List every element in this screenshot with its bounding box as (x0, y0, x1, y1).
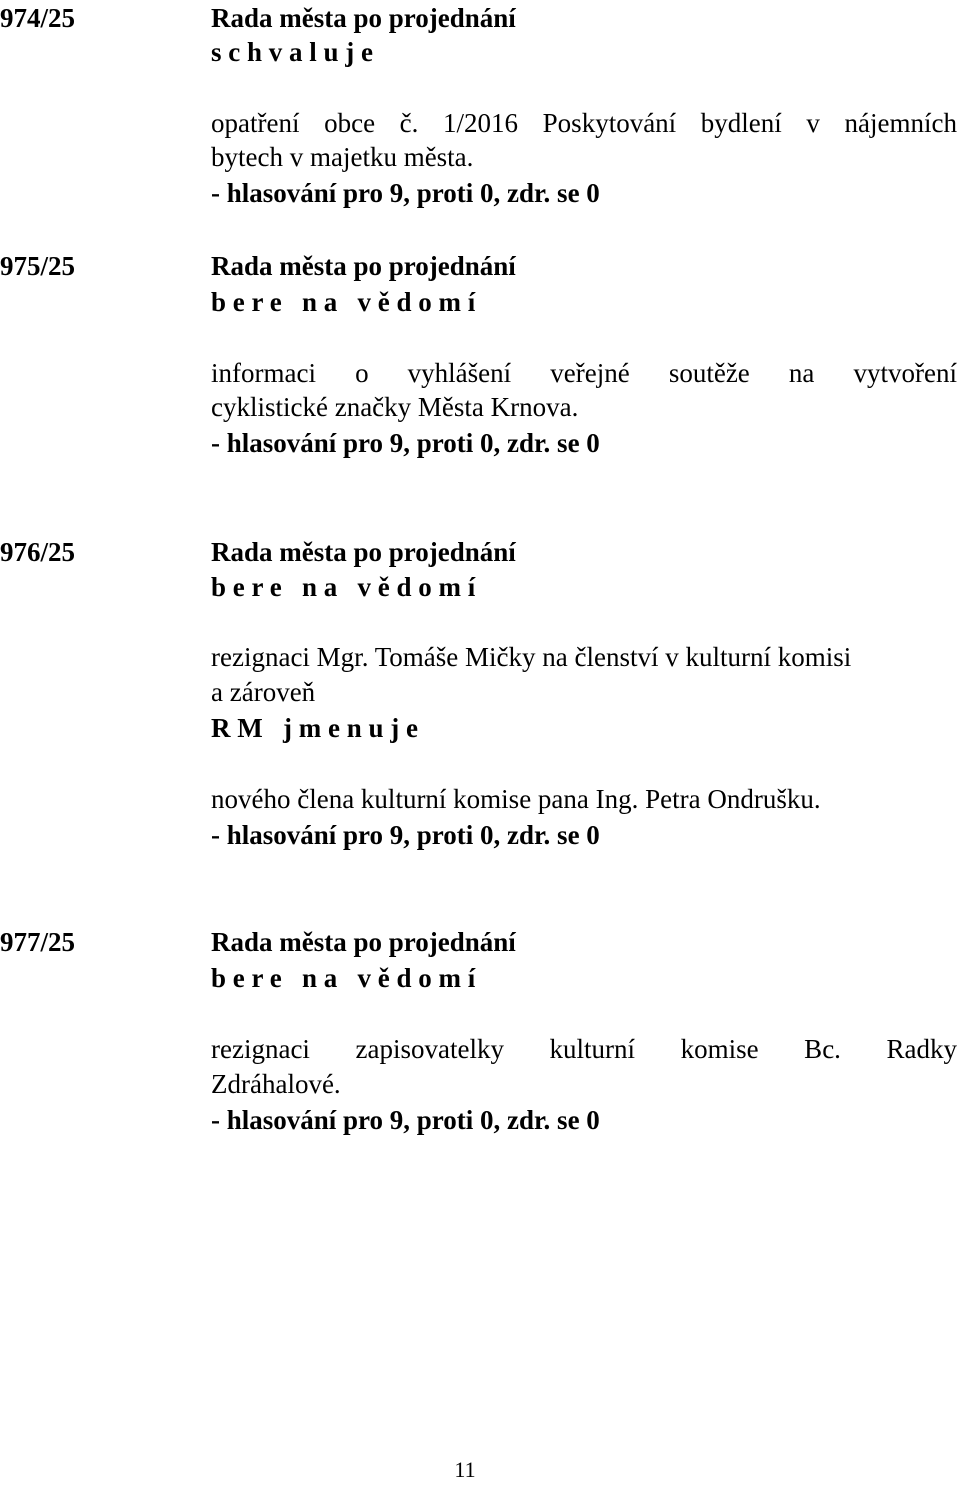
resolution-heading: Rada města po projednání (211, 251, 516, 281)
resolution-heading: Rada města po projednání (211, 537, 516, 567)
resolution-vote: - hlasování pro 9, proti 0, zdr. se 0 (211, 178, 600, 208)
resolution-text-line: rezignaci zapisovatelky kulturní komise Bc. Radky (211, 1034, 957, 1064)
resolution-heading: Rada města po projednání (211, 927, 516, 957)
resolution-text-line: opatření obce č. 1/2016 Poskytování bydlení v nájemních (211, 108, 957, 138)
resolution-text-line: Zdráhalové. (211, 1069, 341, 1099)
resolution-text-line: nového člena kulturní komise pana Ing. Petra Ondrušku. (211, 784, 821, 814)
resolution-verb: b e r e n a v ě d o m í (211, 287, 476, 317)
resolution-number: 974/25 (0, 3, 76, 33)
resolution-text-line: cyklistické značky Města Krnova. (211, 392, 579, 422)
resolution-heading: Rada města po projednání (211, 3, 516, 33)
resolution-number: 975/25 (0, 251, 76, 281)
resolution-verb: b e r e n a v ě d o m í (211, 572, 476, 602)
resolution-text-line: informaci o vyhlášení veřejné soutěže na vytvoření (211, 358, 957, 388)
resolution-verb-appoints: R M j m e n u j e (211, 713, 418, 743)
resolution-text-line: a zároveň (211, 677, 316, 707)
resolution-text-line: bytech v majetku města. (211, 142, 474, 172)
resolution-verb: b e r e n a v ě d o m í (211, 963, 476, 993)
resolution-text-line: rezignaci Mgr. Tomáše Mičky na členství v kulturní komisi (211, 642, 852, 672)
resolution-verb: s c h v a l u j e (211, 37, 373, 67)
resolution-number: 977/25 (0, 927, 76, 957)
resolution-vote: - hlasování pro 9, proti 0, zdr. se 0 (211, 1105, 600, 1135)
resolution-number: 976/25 (0, 537, 76, 567)
resolution-vote: - hlasování pro 9, proti 0, zdr. se 0 (211, 428, 600, 458)
page-number: 11 (454, 1457, 476, 1482)
resolution-vote: - hlasování pro 9, proti 0, zdr. se 0 (211, 820, 600, 850)
